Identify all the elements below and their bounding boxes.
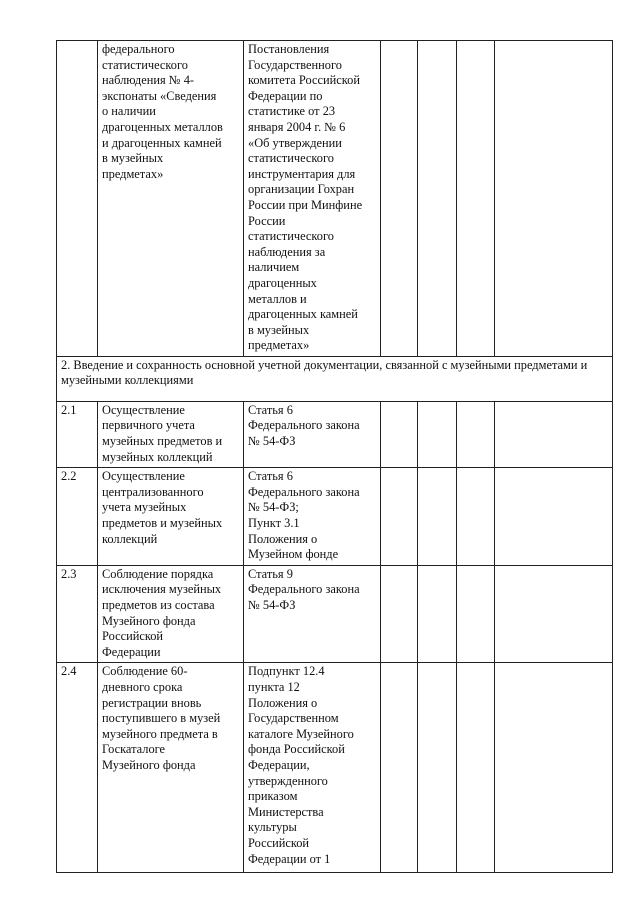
empty-cell [495,41,613,357]
requirement-text: Осуществление первичного учета музейных предметов и музейных коллекций [102,402,223,464]
section-heading: 2. Введение и сохранность основной учетной документации, связанной с музейными предметами и музейными коллекциями [61,357,588,388]
empty-cell [495,401,613,467]
legal-basis-cell [244,401,381,467]
requirement-cell [98,565,244,663]
legal-basis-cell [244,565,381,663]
empty-cell [381,41,418,357]
legal-basis-text: Статья 6 Федерального закона № 54-ФЗ; Пункт 3.1 Положения о Музейном фонде [248,469,360,562]
empty-cell [457,565,495,663]
empty-cell [418,41,457,357]
row-number: 2.1 [61,402,77,417]
row-number-cell [57,401,98,467]
empty-cell [457,401,495,467]
empty-cell [457,468,495,566]
empty-cell [495,663,613,873]
legal-basis-cell [244,663,381,873]
row-number-cell [57,565,98,663]
empty-cell [418,468,457,566]
empty-cell [381,468,418,566]
inspection-checklist-table [56,40,613,873]
section-heading-cell [57,356,613,401]
requirement-cell [98,663,244,873]
empty-cell [495,565,613,663]
legal-basis-cell [244,468,381,566]
row-number: 2.4 [61,664,77,679]
table-row-continuation [57,41,613,357]
requirement-cell [98,468,244,566]
empty-cell [495,468,613,566]
row-number: 2.3 [61,566,77,581]
legal-basis-text: Подпункт 12.4 пункта 12 Положения о Государственном каталоге Музейного фонда Российской Федерации, утвержденного приказом Министерства культуры Российской Федерации от 1 [248,664,354,866]
requirement-cell [98,41,244,357]
empty-cell [418,401,457,467]
empty-cell [418,663,457,873]
table-row [57,401,613,467]
requirement-text: Соблюдение порядка исключения музейных предметов из состава Музейного фонда Российской Федерации [102,566,222,659]
requirement-text: Осуществление централизованного учета музейных предметов и музейных коллекций [102,469,223,546]
table-row [57,663,613,873]
legal-basis-text: Статья 6 Федерального закона № 54-ФЗ [248,402,360,449]
row-number-cell [57,663,98,873]
empty-cell [381,663,418,873]
table-row [57,565,613,663]
empty-cell [418,565,457,663]
empty-cell [381,401,418,467]
requirement-text: Соблюдение 60- дневного срока регистрации вновь поступившего в музей музейного предмета в Госкаталоге Музейного фонда [102,664,221,772]
row-number-cell [57,468,98,566]
section-heading-row [57,356,613,401]
empty-cell [457,41,495,357]
legal-basis-text: Постановления Государственного комитета Российской Федерации по статистике от 23 января 2004 г. № 6 «Об утверждении статистического инструментария для организации Гохран России при Минфине России статистического наблюдения за наличием драгоценных металлов и драгоценных камней в музейных предметах» [248,42,363,353]
requirement-text: федерального статистического наблюдения № 4- экспонаты «Сведения о наличии драгоценных металлов и драгоценных камней в музейных предметах» [102,42,223,181]
table-row [57,468,613,566]
requirement-cell [98,401,244,467]
legal-basis-cell [244,41,381,357]
empty-cell [457,663,495,873]
empty-cell [381,565,418,663]
row-number-cell [57,41,98,357]
row-number: 2.2 [61,469,77,484]
legal-basis-text: Статья 9 Федерального закона № 54-ФЗ [248,566,360,612]
